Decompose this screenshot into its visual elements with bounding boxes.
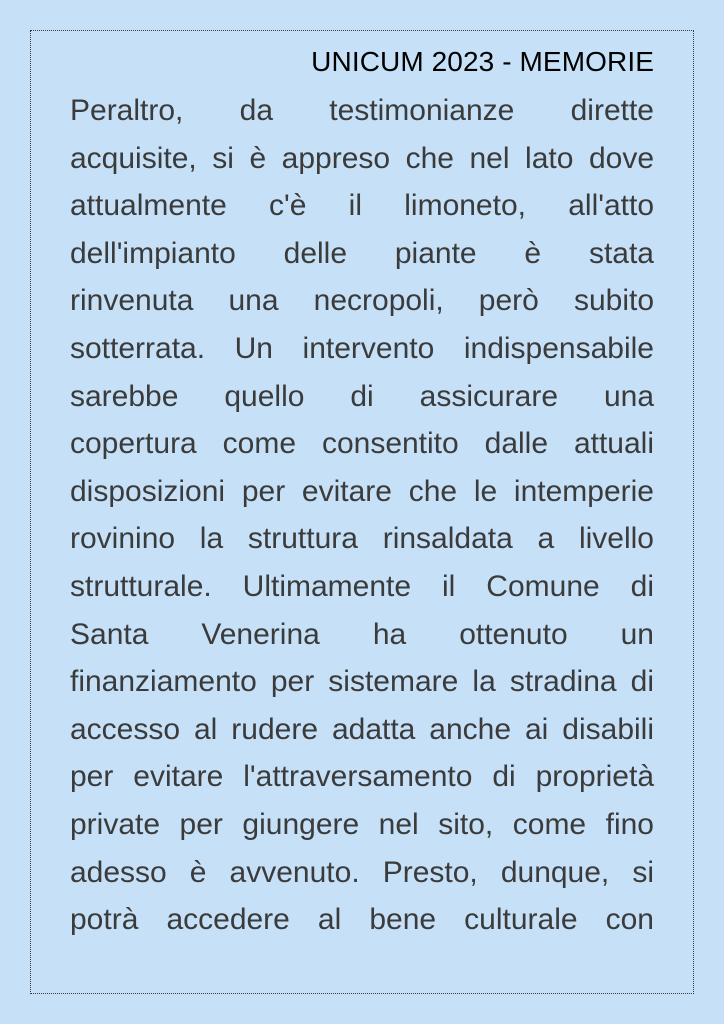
text-line: rinvenuta una necropoli, però subito bbox=[70, 284, 654, 318]
text-line: adesso è avvenuto. Presto, dunque, si bbox=[70, 855, 654, 889]
text-line: per evitare l'attraversamento di proprietà bbox=[70, 760, 654, 794]
article-body bbox=[70, 87, 654, 944]
text-line: accesso al rudere adatta anche ai disabili bbox=[70, 712, 654, 746]
page-header-title: UNICUM 2023 - MEMORIE bbox=[311, 46, 654, 77]
text-line: disposizioni per evitare che le intemperie bbox=[70, 474, 654, 508]
text-line: Santa Venerina ha ottenuto un bbox=[70, 617, 654, 651]
text-line: private per giungere nel sito, come fino bbox=[70, 807, 654, 841]
text-line: dell'impianto delle piante è stata bbox=[70, 236, 654, 270]
text-line: Peraltro, da testimonianze dirette bbox=[70, 94, 654, 127]
text-line: sarebbe quello di assicurare una bbox=[70, 379, 654, 413]
text-line: rovinino la struttura rinsaldata a livello bbox=[70, 522, 654, 556]
text-line: finanziamento per sistemare la stradina di bbox=[70, 665, 654, 699]
text-line: potrà accedere al bene culturale con bbox=[70, 903, 654, 937]
text-line: sotterrata. Un intervento indispensabile bbox=[70, 331, 654, 365]
text-line: strutturale. Ultimamente il Comune di bbox=[70, 569, 654, 603]
text-line: copertura come consentito dalle attuali bbox=[70, 427, 654, 461]
text-line: acquisite, si è appreso che nel lato dove bbox=[70, 141, 654, 175]
text-line: attualmente c'è il limoneto, all'atto bbox=[70, 189, 654, 223]
